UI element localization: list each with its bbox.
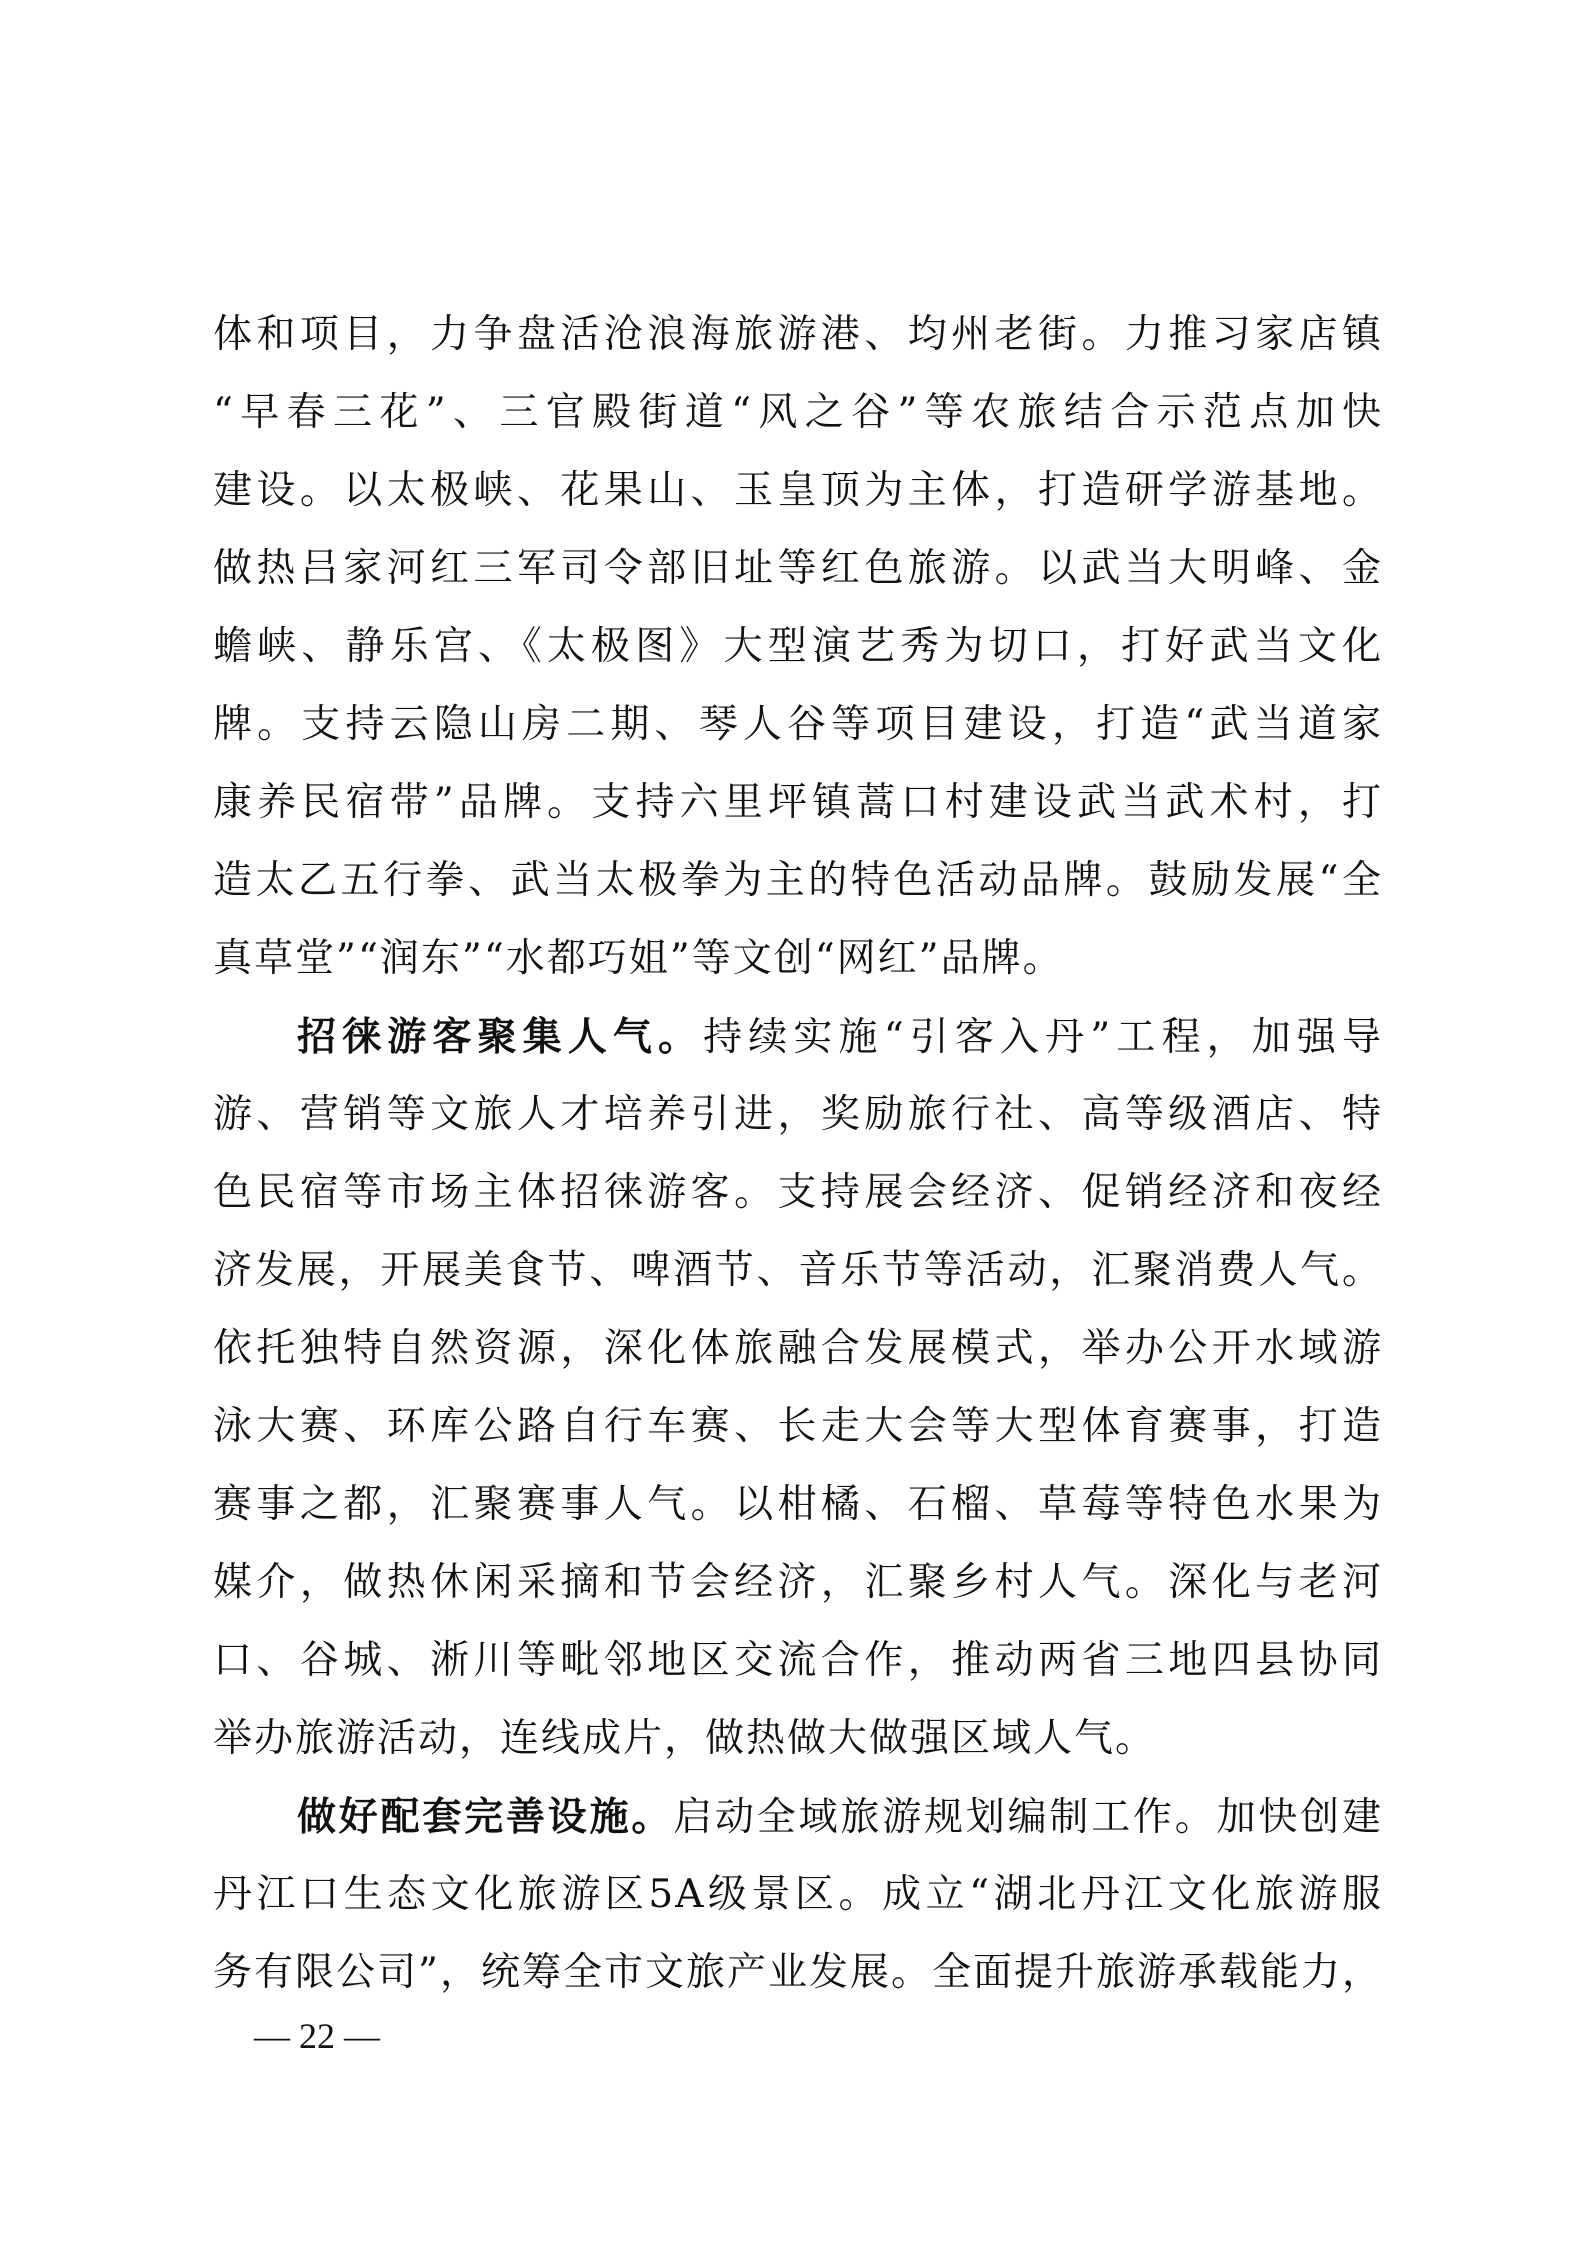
text-line: 体和项目，力争盘活沧浪海旅游港、均州老街。力推习家店镇 [213,312,1383,357]
paragraph-3 [213,1778,1383,2012]
paragraph-heading: 招徕游客聚集人气。 [297,1014,704,1060]
paragraph-first-line [213,1778,1383,1856]
text-line: 造太乙五行拳、武当太极拳为主的特色活动品牌。鼓励发展“全 [213,858,1383,903]
page-number: — 22 — [254,2016,380,2056]
text-line: 口、谷城、淅川等毗邻地区交流合作，推动两省三地四县协同 [213,1638,1383,1683]
text-line: 举办旅游活动，连线成片，做热做大做强区域人气。 [213,1716,1157,1761]
text-line: “早春三花”、三官殿街道“风之谷”等农旅结合示范点加快 [213,390,1383,435]
text-line: 依托独特自然资源，深化体旅融合发展模式，举办公开水域游 [213,1326,1383,1371]
paragraph-text: 持续实施“引客入丹”工程，加强导 [703,1015,1383,1060]
text-line: 济发展，开展美食节、啤酒节、音乐节等活动，汇聚消费人气。 [213,1248,1383,1293]
text-line: 游、营销等文旅人才培养引进，奖励旅行社、高等级酒店、特 [213,1092,1383,1137]
text-line: 做热吕家河红三军司令部旧址等红色旅游。以武当大明峰、金 [213,546,1383,591]
text-line: 赛事之都，汇聚赛事人气。以柑橘、石榴、草莓等特色水果为 [213,1482,1383,1527]
text-line: 建设。以太极峡、花果山、玉皇顶为主体，打造研学游基地。 [213,468,1383,513]
text-line: 泳大赛、环库公路自行车赛、长走大会等大型体育赛事，打造 [213,1404,1383,1449]
paragraph-text: 启动全域旅游规划编制工作。加快创建 [673,1795,1383,1840]
text-line: 蟾峡、静乐宫、《太极图》大型演艺秀为切口，打好武当文化 [213,624,1383,669]
paragraph-heading: 做好配套完善设施。 [297,1794,674,1840]
text-line: 丹江口生态文化旅游区5A级景区。成立“湖北丹江文化旅游服 [213,1872,1383,1917]
body-text [213,296,1383,2012]
paragraph-1 [213,296,1383,998]
paragraph-first-line [213,998,1383,1076]
paragraph-2 [213,998,1383,1778]
text-line: 媒介，做热休闲采摘和节会经济，汇聚乡村人气。深化与老河 [213,1560,1383,1605]
text-line: 牌。支持云隐山房二期、琴人谷等项目建设，打造“武当道家 [213,702,1383,747]
text-line: 务有限公司”，统筹全市文旅产业发展。全面提升旅游承载能力， [213,1950,1383,1995]
text-line: 真草堂”“润东”“水都巧姐”等文创“网红”品牌。 [213,936,1064,981]
text-line: 色民宿等市场主体招徕游客。支持展会经济、促销经济和夜经 [213,1170,1383,1215]
text-line: 康养民宿带”品牌。支持六里坪镇蒿口村建设武当武术村，打 [213,780,1383,825]
